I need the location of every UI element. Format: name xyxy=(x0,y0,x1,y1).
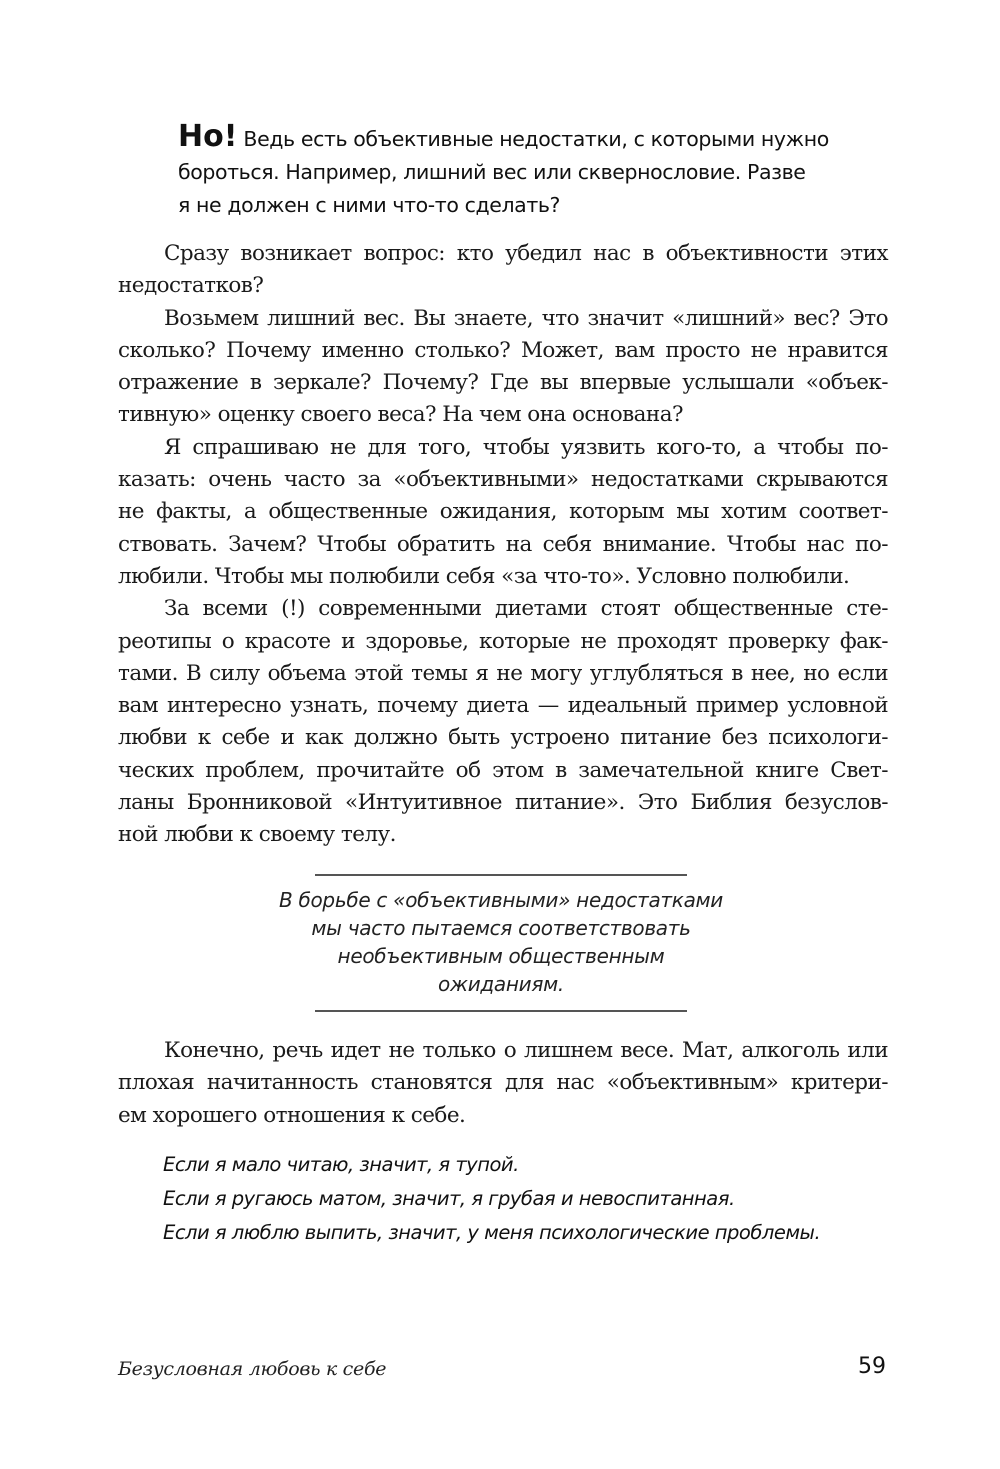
text-line: вам интересно узнать, почему диета — идеальный пример условной xyxy=(118,693,888,719)
pull-quote-line: мы часто пытаемся соответствовать xyxy=(311,916,691,940)
text-line: плохая начитанность становятся для нас «объективным» критери- xyxy=(118,1070,888,1096)
pull-quote-line: необъективным общественным xyxy=(337,944,665,968)
text-line: любили. Чтобы мы полюбили себя «за что-то». Условно полюбили. xyxy=(118,563,850,589)
page-number: 59 xyxy=(858,1354,886,1379)
text-line: тами. В силу объема этой темы я не могу углубляться в нее, но если xyxy=(118,660,888,686)
text-line: ной любви к своему телу. xyxy=(118,822,396,848)
pull-quote-line: ожиданиям. xyxy=(438,972,564,996)
text-line: Я спрашиваю не для того, чтобы уязвить кого-то, а чтобы по- xyxy=(164,434,888,460)
text-line: ем хорошего отношения к себе. xyxy=(118,1102,466,1128)
callout-line: бороться. Например, лишний вес или сквернословие. Разве xyxy=(178,160,806,184)
example-item: Если я люблю выпить, значит, у меня психологические проблемы. xyxy=(163,1221,821,1244)
body-text-section-2 xyxy=(118,1035,888,1132)
text-line: недостатков? xyxy=(118,273,264,299)
text-line: отражение в зеркале? Почему? Где вы впервые услышали «объек- xyxy=(118,370,888,396)
text-line: Конечно, речь идет не только о лишнем весе. Мат, алкоголь или xyxy=(164,1038,888,1063)
text-line: Возьмем лишний вес. Вы знаете, что значит «лишний» вес? Это xyxy=(164,305,888,331)
pull-quote-text xyxy=(248,876,754,1010)
pull-quote-line: В борьбе с «объективными» недостатками xyxy=(278,888,724,912)
text-line: ческих проблем, прочитайте об этом в замечательной книге Свет- xyxy=(118,757,888,783)
running-footer-title: Безусловная любовь к себе xyxy=(118,1358,387,1380)
example-item: Если я мало читаю, значит, я тупой. xyxy=(163,1153,519,1176)
text-line: реотипы о красоте и здоровье, которые не проходят проверку фак- xyxy=(118,628,888,654)
example-item: Если я ругаюсь матом, значит, я грубая и невоспитанная. xyxy=(163,1187,735,1210)
pull-quote xyxy=(248,874,754,1012)
text-line: казать: очень часто за «объективными» недостатками скрываются xyxy=(118,467,888,493)
text-line: За всеми (!) современными диетами стоят общественные сте- xyxy=(164,596,888,622)
text-line: Сразу возникает вопрос: кто убедил нас в объективности этих xyxy=(164,241,888,266)
text-line: ланы Бронниковой «Интуитивное питание». Это Библия безуслов- xyxy=(118,790,888,816)
text-line: тивную» оценку своего веса? На чем она основана? xyxy=(118,402,683,428)
text-line: любви к себе и как должно быть устроено питание без психологи- xyxy=(118,725,888,751)
body-text-section-1 xyxy=(118,238,888,852)
pull-quote-bottom-rule xyxy=(315,1010,687,1012)
callout-text: Ведь есть объективные недостатки, с которыми нужно xyxy=(243,127,829,151)
callout-box xyxy=(178,120,838,222)
callout-line xyxy=(178,120,838,156)
example-list xyxy=(163,1148,903,1250)
text-line: сколько? Почему именно столько? Может, вам просто не нравится xyxy=(118,337,888,363)
callout-line: я не должен с ними что-то сделать? xyxy=(178,193,561,217)
text-line: не факты, а общественные ожидания, которым мы хотим соответ- xyxy=(118,499,888,525)
text-line: ствовать. Зачем? Чтобы обратить на себя внимание. Чтобы нас по- xyxy=(118,531,888,557)
callout-lead: Но! xyxy=(178,119,238,154)
